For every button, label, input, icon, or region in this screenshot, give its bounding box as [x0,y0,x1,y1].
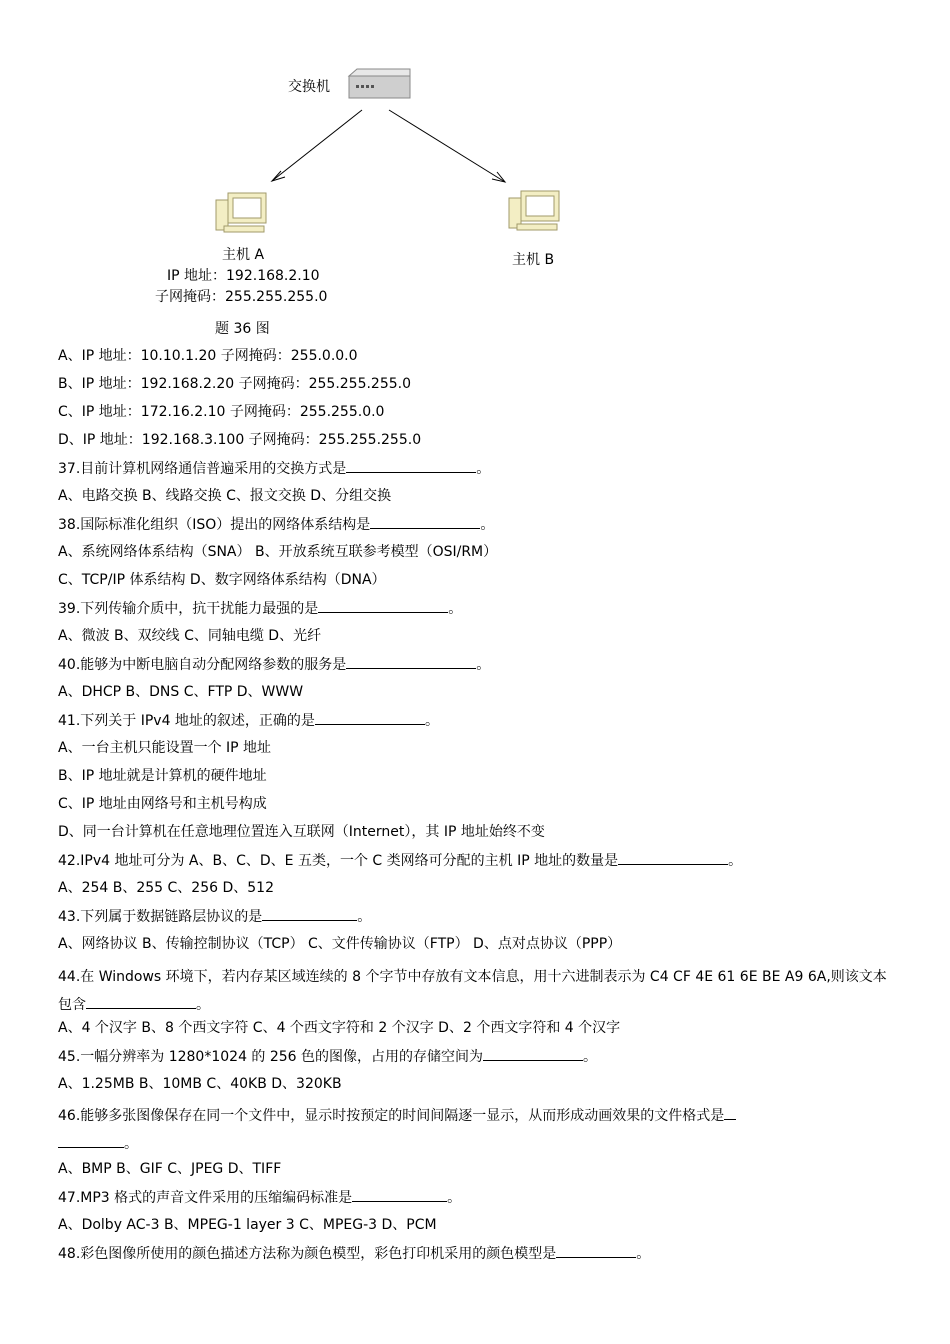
link-arrow-to-host-b [389,110,505,182]
answer-blank [262,906,357,921]
line-text: A、微波 B、双绞线 C、同轴电缆 D、光纤 [58,628,322,644]
text-line [58,1243,650,1264]
line-text: 37.目前计算机网络通信普遍采用的交换方式是 [58,461,347,477]
text-line [58,934,621,954]
text-line [58,486,391,506]
line-text: D、同一台计算机在任意地理位置连入互联网（Internet），其 IP 地址始终不变 [58,824,545,840]
answer-blank-44 [86,994,196,1009]
network-diagram [0,0,950,340]
host-b-computer-icon [509,191,559,230]
text-line [58,1215,437,1235]
text-line [58,850,742,871]
host-b-name: 主机 B [512,252,555,268]
text-line [58,738,271,758]
line-end: 。 [476,657,491,673]
text-line [58,654,490,675]
figure-caption: 题 36 图 [215,321,270,337]
line-text: A、254 B、255 C、256 D、512 [58,880,274,896]
answer-blank-46a [724,1105,736,1120]
line-text: 39.下列传输介质中，抗干扰能力最强的是 [58,601,319,617]
answer-blank [346,654,476,669]
text-line [58,1046,597,1067]
text-line [58,458,490,479]
line-text: 48.彩色图像所使用的颜色描述方法称为颜色模型，彩色打印机采用的颜色模型是 [58,1246,557,1262]
line-text: C、TCP/IP 体系结构 D、数字网络体系结构（DNA） [58,572,386,588]
question-46-end: 。 [124,1136,138,1152]
host-a-ip: IP 地址：192.168.2.10 [167,268,320,284]
question-44-end: 。 [196,997,210,1013]
question-44 [58,963,898,1019]
line-text: A、DHCP B、DNS C、FTP D、WWW [58,684,304,700]
line-text: B、IP 地址：192.168.2.20 子网掩码：255.255.255.0 [58,376,412,392]
line-end: 。 [476,461,491,477]
answer-blank [618,850,728,865]
text-line [58,794,267,814]
line-text: 45.一幅分辨率为 1280*1024 的 256 色的图像，占用的存储空间为 [58,1049,484,1065]
text-line [58,822,545,842]
line-text: 42.IPv4 地址可分为 A、B、C、D、E 五类，一个 C 类网络可分配的主机 IP 地址的数量是 [58,853,619,869]
line-text: A、系统网络体系结构（SNA） B、开放系统互联参考模型（OSI/RM） [58,544,498,560]
link-arrow-to-host-a [272,110,362,181]
line-end: 。 [448,601,463,617]
answer-blank [370,514,480,529]
text-line [58,430,421,450]
answer-blank [556,1243,636,1258]
text-line [58,766,267,786]
line-text: A、一台主机只能设置一个 IP 地址 [58,740,272,756]
answer-blank-46b [58,1133,124,1148]
answer-blank [346,458,476,473]
answer-blank [483,1046,583,1061]
switch-label: 交换机 [288,79,330,95]
line-text: 38.国际标准化组织（ISO）提出的网络体系结构是 [58,517,371,533]
answer-blank [318,598,448,613]
text-line [58,598,462,619]
diagram-graphics [0,0,950,340]
line-text: 47.MP3 格式的声音文件采用的压缩编码标准是 [58,1190,353,1206]
answer-blank [315,710,425,725]
line-text: C、IP 地址由网络号和主机号构成 [58,796,267,812]
host-a-computer-icon [216,193,266,232]
line-text: 40.能够为中断电脑自动分配网络参数的服务是 [58,657,347,673]
question-46-text: 46.能够多张图像保存在同一个文件中，显示时按预定的时间间隔逐一显示，从而形成动画效果的文件格式是 [58,1108,725,1124]
line-text: A、IP 地址：10.10.1.20 子网掩码：255.0.0.0 [58,348,358,364]
line-text: A、电路交换 B、线路交换 C、报文交换 D、分组交换 [58,488,392,504]
line-end: 。 [424,713,439,729]
line-end: 。 [636,1246,651,1262]
line-end: 。 [480,517,495,533]
host-a-mask: 子网掩码：255.255.255.0 [155,289,328,305]
answer-blank [352,1187,447,1202]
text-line [58,542,497,562]
text-line [58,402,384,422]
text-line [58,374,411,394]
text-line [58,1187,461,1208]
line-text: 41.下列关于 IPv4 地址的叙述，正确的是 [58,713,315,729]
text-line [58,710,439,731]
line-text: A、1.25MB B、10MB C、40KB D、320KB [58,1076,342,1092]
text-line [58,878,274,898]
line-end: 。 [357,909,372,925]
line-text: A、4 个汉字 B、8 个西文字符 C、4 个西文字符和 2 个汉字 D、2 个西文字符和 4 个汉字 [58,1020,621,1036]
line-text: C、IP 地址：172.16.2.10 子网掩码：255.255.0.0 [58,404,385,420]
line-end: 。 [447,1190,462,1206]
text-line [58,346,358,366]
text-line [58,1159,281,1179]
text-line [58,514,494,535]
line-text: D、IP 地址：192.168.3.100 子网掩码：255.255.255.0 [58,432,422,448]
line-text: A、网络协议 B、传输控制协议（TCP） C、文件传输协议（FTP） D、点对点协议（PPP） [58,936,622,952]
text-line [58,1018,620,1038]
text-line [58,906,371,927]
line-end: 。 [728,853,743,869]
host-a-name: 主机 A [222,247,265,263]
line-text: A、BMP B、GIF C、JPEG D、TIFF [58,1161,282,1177]
question-44-text: 44.在 Windows 环境下，若内存某区域连续的 8 个字节中存放有文本信息，用十六进制表示为 C4 CF 4E 61 6E BE A9 6A,则该文本包含 [58,969,887,1013]
text-line [58,1074,342,1094]
question-46 [58,1102,898,1158]
text-line [58,682,303,702]
line-end: 。 [583,1049,598,1065]
line-text: B、IP 地址就是计算机的硬件地址 [58,768,267,784]
line-text: 43.下列属于数据链路层协议的是 [58,909,263,925]
line-text: A、Dolby AC-3 B、MPEG-1 layer 3 C、MPEG-3 D、PCM [58,1217,437,1233]
text-line [58,626,321,646]
text-line [58,570,386,590]
switch-icon [349,69,410,98]
